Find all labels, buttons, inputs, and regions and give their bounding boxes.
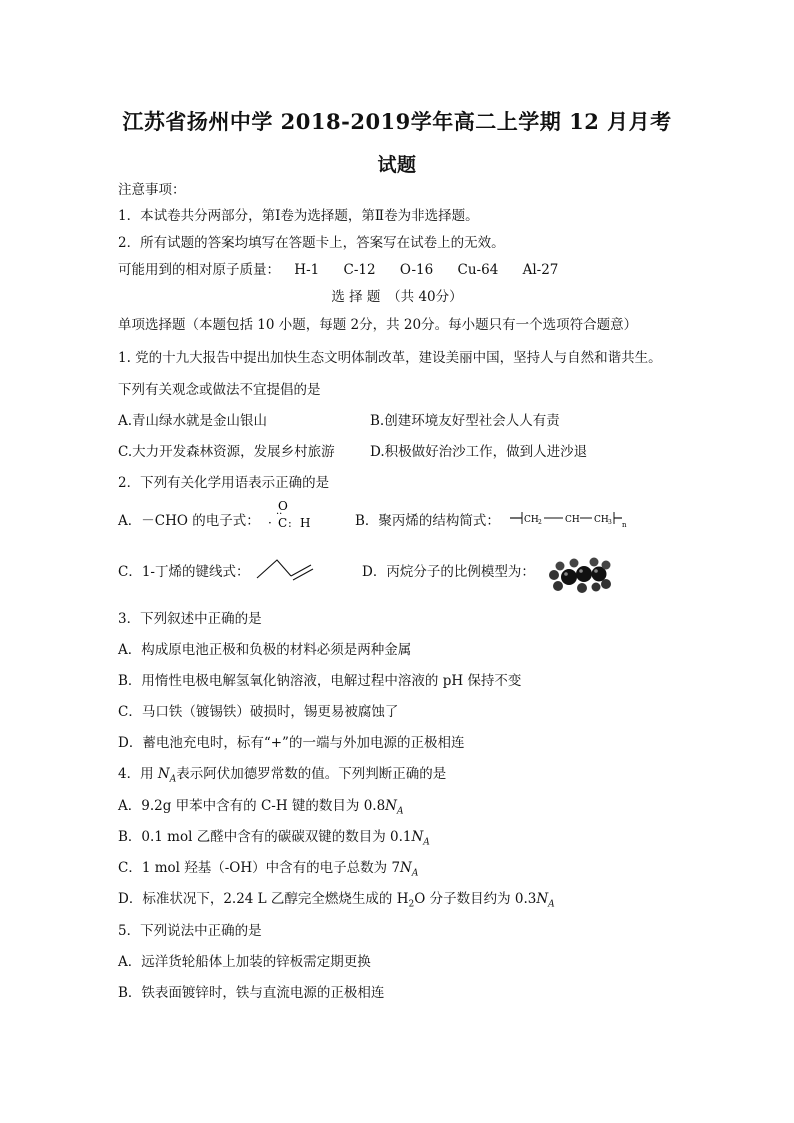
q2-option-a: A．－CHO 的电子式： bbox=[118, 513, 260, 529]
formula-c: C bbox=[278, 516, 288, 530]
q2-option-d: D．丙烷分子的比例模型为： bbox=[362, 564, 535, 580]
q3-option-a: A．构成原电池正极和负极的材料必须是两种金属 bbox=[118, 642, 412, 658]
cho-electron-formula bbox=[266, 496, 326, 536]
q3-option-b: B．用惰性电极电解氢氧化钠溶液，电解过程中溶液的 pH 保持不变 bbox=[118, 673, 522, 689]
formula-h: H bbox=[300, 516, 311, 530]
exam-title-line2: 试题 bbox=[377, 154, 417, 176]
section-title: 选 择 题 （共 40分） bbox=[331, 289, 463, 305]
formula-sub3: 3 bbox=[608, 519, 612, 526]
q1-option-b: B.创建环境友好型社会人人有责 bbox=[370, 413, 560, 429]
q2-option-c: C．1-丁烯的键线式： bbox=[118, 564, 250, 580]
q4-d-text: D．标准状况下，2.24 L 乙醇完全燃烧生成的 H bbox=[118, 891, 409, 907]
q4-na: N bbox=[157, 766, 170, 782]
q5-option-b: B．铁表面镀锌时，铁与直流电源的正极相连 bbox=[118, 985, 385, 1001]
formula-ch2-a: CH bbox=[524, 515, 539, 525]
q1-option-c: C.大力开发森林资源，发展乡村旅游 bbox=[118, 444, 335, 460]
formula-o: O bbox=[278, 499, 288, 513]
q3-option-d: D．蓄电池充电时，标有“+”的一端与外加电源的正极相连 bbox=[118, 735, 465, 751]
polypropylene-formula bbox=[508, 506, 633, 530]
formula-dots-mid: : bbox=[288, 517, 292, 530]
exam-title-line1: 江苏省扬州中学 2018-2019学年高二上学期 12 月月考 bbox=[122, 109, 672, 134]
q4-b-text: B．0.1 mol 乙醛中含有的碳碳双键的数目为 0.1 bbox=[118, 829, 412, 845]
q4-option-b bbox=[118, 828, 430, 852]
q3-option-c: C．马口铁（镀锡铁）破损时，锡更易被腐蚀了 bbox=[118, 704, 399, 720]
q4-stem bbox=[118, 765, 446, 789]
q4-d-na: N bbox=[536, 891, 549, 907]
q2-stem: 2．下列有关化学用语表示正确的是 bbox=[118, 475, 330, 491]
q4-a-na-sub: A bbox=[396, 806, 404, 817]
butene-skeletal-formula bbox=[255, 556, 315, 582]
q4-d-sub: 2 bbox=[408, 899, 415, 910]
q5-option-a: A．远洋货轮船体上加装的锌板需定期更换 bbox=[118, 954, 371, 970]
notes-header: 注意事项： bbox=[118, 182, 186, 198]
q4-stem-post: 表示阿伏加德罗常数的值。下列判断正确的是 bbox=[176, 766, 447, 782]
propane-scale-model bbox=[544, 554, 612, 594]
atomic-mass-label: 可能用到的相对原子质量： bbox=[118, 262, 280, 278]
atomic-mass-o: O-16 bbox=[399, 262, 434, 278]
atomic-mass-line bbox=[118, 261, 558, 279]
q4-c-text: C．1 mol 羟基（-OH）中含有的电子总数为 7 bbox=[118, 860, 401, 876]
q1-option-d: D.积极做好治沙工作，做到人进沙退 bbox=[370, 444, 588, 460]
q4-stem-pre: 4．用 bbox=[118, 766, 158, 782]
q4-a-text: A．9.2g 甲苯中含有的 C-H 键的数目为 0.8 bbox=[118, 798, 386, 814]
formula-sub2: 2 bbox=[538, 519, 542, 526]
q1-option-a: A.青山绿水就是金山银山 bbox=[118, 413, 268, 429]
formula-n: n bbox=[622, 521, 627, 529]
q3-stem: 3．下列叙述中正确的是 bbox=[118, 611, 262, 627]
atomic-mass-h: H-1 bbox=[294, 262, 320, 278]
q4-option-d bbox=[118, 890, 555, 914]
q4-d-na-sub: A bbox=[548, 899, 555, 910]
formula-dot-left: · bbox=[268, 516, 272, 530]
q4-d-mid: O 分子数目约为 0.3 bbox=[414, 891, 537, 907]
q2-option-b: B．聚丙烯的结构简式： bbox=[355, 513, 500, 529]
q4-option-a bbox=[118, 797, 403, 821]
q4-c-na-sub: A bbox=[411, 868, 419, 879]
formula-ch3: CH bbox=[594, 515, 609, 525]
q4-b-na-sub: A bbox=[423, 837, 430, 848]
q4-b-na: N bbox=[411, 829, 424, 845]
q1-stem-line1: 1. 党的十九大报告中提出加快生态文明体制改革，建设美丽中国，坚持人与自然和谐共生。 bbox=[118, 350, 662, 366]
notes-item-2: 2．所有试题的答案均填写在答题卡上，答案写在试卷上的无效。 bbox=[118, 235, 505, 251]
q4-option-c bbox=[118, 859, 418, 883]
formula-dots-top: ·· bbox=[276, 509, 283, 520]
q5-stem: 5．下列说法中正确的是 bbox=[118, 923, 262, 939]
section-instruction: 单项选择题（本题包括 10 小题，每题 2分，共 20分。每小题只有一个选项符合题意） bbox=[118, 317, 638, 333]
atomic-mass-c: C-12 bbox=[343, 262, 376, 278]
notes-item-1: 1．本试卷共分两部分，第Ⅰ卷为选择题，第Ⅱ卷为非选择题。 bbox=[118, 208, 479, 224]
atomic-mass-al: Al-27 bbox=[522, 262, 559, 278]
q1-stem-line2: 下列有关观念或做法不宜提倡的是 bbox=[118, 382, 321, 398]
atomic-mass-list bbox=[294, 261, 558, 279]
atomic-mass-cu: Cu-64 bbox=[457, 262, 499, 278]
q4-c-na: N bbox=[400, 860, 412, 876]
formula-ch-mid: CH bbox=[565, 515, 580, 525]
q4-a-na: N bbox=[385, 798, 397, 814]
q4-na-sub: A bbox=[169, 774, 177, 785]
